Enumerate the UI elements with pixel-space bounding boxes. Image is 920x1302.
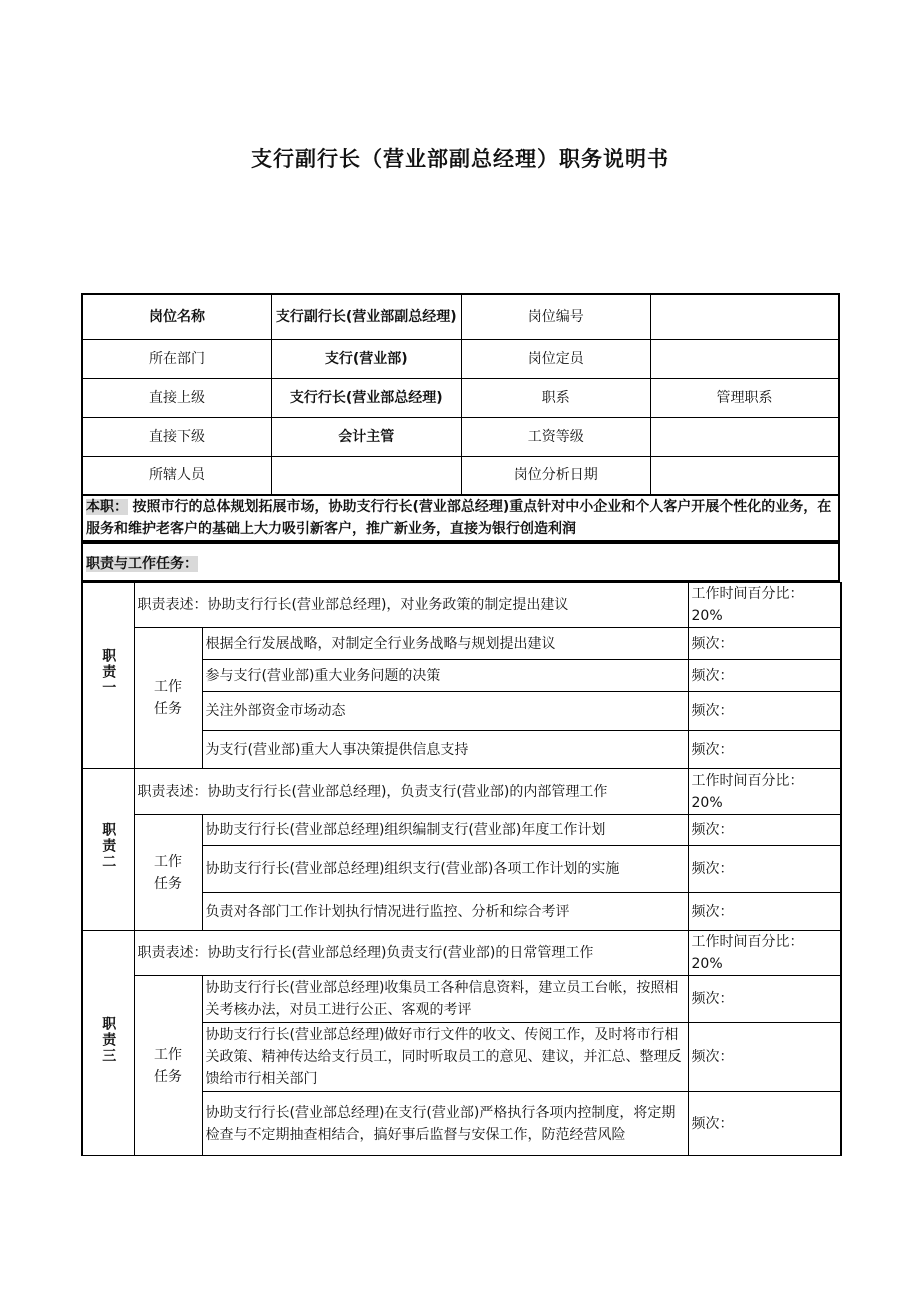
- duty-table-1: [81, 582, 842, 769]
- task-label-text: 工作任务: [154, 853, 182, 892]
- duty-desc-row: [82, 769, 841, 815]
- duty-name-text: 职责一: [100, 648, 117, 696]
- duty-table-2: [81, 768, 842, 931]
- duty-desc-text: 协助支行行长(营业部总经理)，对业务政策的制定提出建议: [207, 597, 569, 613]
- value-position-code: [651, 294, 840, 339]
- value-analysis-date: [651, 456, 840, 495]
- pct-label: 工作时间百分比：: [691, 772, 804, 789]
- task-text: 协助支行行长(营业部总经理)收集员工各种信息资料，建立员工台帐，按照相关考核办法，对员工进行公正、客观的考评: [202, 976, 688, 1023]
- task-frequency: 频次：: [688, 846, 841, 893]
- task-frequency: 频次：: [688, 628, 841, 660]
- value-job-family: 管理职系: [651, 378, 840, 417]
- pct-label: 工作时间百分比：: [691, 934, 804, 950]
- task-text: 负责对各部门工作计划执行情况进行监控、分析和综合考评: [202, 893, 688, 931]
- task-text: 为支行(营业部)重大人事决策提供信息支持: [202, 731, 688, 769]
- value-position-name: 支行副行长(营业部副总经理): [272, 294, 462, 339]
- task-frequency: 频次：: [688, 1092, 841, 1156]
- pct-value: 20%: [691, 608, 723, 624]
- duty-description: [134, 769, 688, 815]
- task-text: 参与支行(营业部)重大业务问题的决策: [202, 660, 688, 692]
- duty-description: [134, 931, 688, 976]
- task-row: [82, 976, 841, 1023]
- value-department: 支行(营业部): [272, 339, 462, 378]
- duty-desc-row: [82, 931, 841, 976]
- task-frequency: 频次：: [688, 692, 841, 731]
- task-label-text: 工作任务: [154, 679, 182, 717]
- task-text: 关注外部资金市场动态: [202, 692, 688, 731]
- duty-time-percent: [688, 769, 841, 815]
- label-position-code: 岗位编号: [461, 294, 651, 339]
- duty-desc-prefix: 职责表述：: [137, 945, 208, 961]
- duty-description: [134, 583, 688, 628]
- task-label: [134, 628, 202, 769]
- duty-time-percent: [688, 931, 841, 976]
- info-row: [82, 339, 839, 378]
- duty-time-percent: [688, 583, 841, 628]
- task-label-text: 工作任务: [154, 1046, 182, 1085]
- duty-desc-prefix: 职责表述：: [137, 597, 208, 613]
- task-frequency: 频次：: [688, 1023, 841, 1092]
- duties-heading: [81, 542, 840, 582]
- duty-desc-text: 协助支行行长(营业部总经理)负责支行(营业部)的日常管理工作: [207, 945, 594, 961]
- task-frequency: 频次：: [688, 976, 841, 1023]
- duty-name-text: 职责三: [100, 1015, 117, 1064]
- value-salary-grade: [651, 417, 840, 456]
- duty-table-3: [81, 930, 842, 1156]
- pct-value: 20%: [691, 956, 723, 972]
- job-summary: [81, 495, 840, 542]
- label-direct-subordinate: 直接下级: [82, 417, 272, 456]
- value-staff: [272, 456, 462, 495]
- label-job-family: 职系: [461, 378, 651, 417]
- info-row: [82, 378, 839, 417]
- label-position-name: 岗位名称: [82, 294, 272, 339]
- label-analysis-date: 岗位分析日期: [461, 456, 651, 495]
- task-row: [82, 628, 841, 660]
- duties-heading-label: 职责与工作任务：: [86, 556, 198, 572]
- task-label: [134, 815, 202, 931]
- pct-value: 20%: [691, 794, 723, 811]
- label-headcount: 岗位定员: [461, 339, 651, 378]
- label-salary-grade: 工资等级: [461, 417, 651, 456]
- task-frequency: 频次：: [688, 815, 841, 846]
- duty-name: [82, 931, 134, 1156]
- task-label: [134, 976, 202, 1156]
- position-info-table: [81, 293, 840, 496]
- info-row: [82, 456, 839, 495]
- task-frequency: 频次：: [688, 893, 841, 931]
- value-direct-superior: 支行行长(营业部总经理): [272, 378, 462, 417]
- task-text: 协助支行行长(营业部总经理)在支行(营业部)严格执行各项内控制度，将定期检查与不定期抽查相结合，搞好事后监督与安保工作，防范经营风险: [202, 1092, 688, 1156]
- duty-desc-prefix: 职责表述：: [137, 783, 208, 800]
- job-summary-label: 本职：: [86, 499, 128, 515]
- duty-desc-text: 协助支行行长(营业部总经理)，负责支行(营业部)的内部管理工作: [207, 783, 608, 800]
- duty-desc-row: [82, 583, 841, 628]
- info-row: [82, 294, 839, 339]
- task-row: [82, 815, 841, 846]
- label-direct-superior: 直接上级: [82, 378, 272, 417]
- task-text: 协助支行行长(营业部总经理)组织支行(营业部)各项工作计划的实施: [202, 846, 688, 893]
- label-staff: 所辖人员: [82, 456, 272, 495]
- duty-name: [82, 769, 134, 931]
- task-text: 根据全行发展战略，对制定全行业务战略与规划提出建议: [202, 628, 688, 660]
- task-frequency: 频次：: [688, 731, 841, 769]
- task-text: 协助支行行长(营业部总经理)组织编制支行(营业部)年度工作计划: [202, 815, 688, 846]
- task-text: 协助支行行长(营业部总经理)做好市行文件的收文、传阅工作，及时将市行相关政策、精神传达给支行员工，同时听取员工的意见、建议，并汇总、整理反馈给市行相关部门: [202, 1023, 688, 1092]
- page-title: 支行副行长（营业部副总经理）职务说明书: [251, 147, 669, 171]
- duty-name: [82, 583, 134, 769]
- pct-label: 工作时间百分比：: [691, 586, 804, 602]
- label-department: 所在部门: [82, 339, 272, 378]
- value-headcount: [651, 339, 840, 378]
- duty-name-text: 职责二: [100, 822, 117, 870]
- value-direct-subordinate: 会计主管: [272, 417, 462, 456]
- task-frequency: 频次：: [688, 660, 841, 692]
- info-row: [82, 417, 839, 456]
- job-summary-text: 按照市行的总体规划拓展市场，协助支行行长(营业部总经理)重点针对中小企业和个人客户开展个性化的业务，在服务和维护老客户的基础上大力吸引新客户，推广新业务，直接为银行创造利润: [86, 499, 832, 537]
